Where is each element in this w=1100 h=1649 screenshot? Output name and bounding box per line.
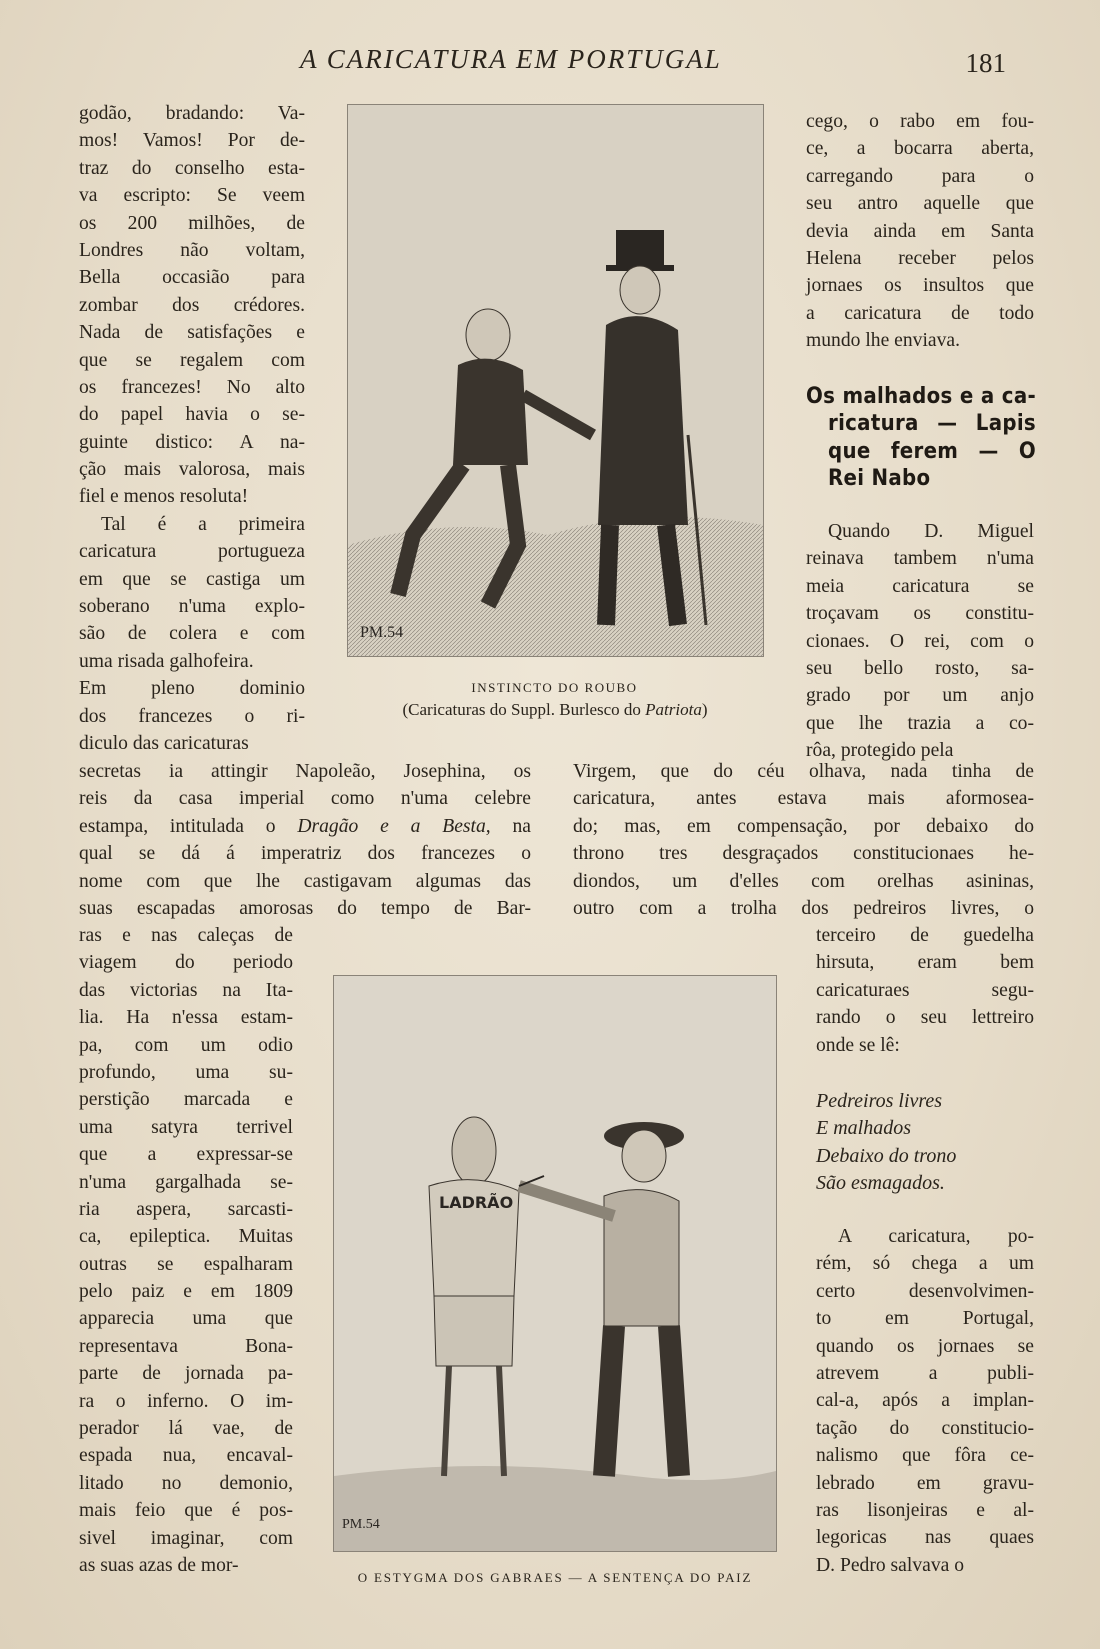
text-line: caricatura portugueza bbox=[79, 541, 305, 563]
caricature-drawing-2 bbox=[334, 976, 776, 1551]
text-line: D. Pedro salvava o bbox=[816, 1554, 965, 1576]
text-line: representava Bona- bbox=[79, 1335, 293, 1357]
text-line: Bella occasião para bbox=[79, 267, 305, 289]
text-line: uma satyra terrivel bbox=[79, 1116, 293, 1138]
text-line: rôa, protegido pela bbox=[806, 740, 954, 762]
text-line: meia caricatura se bbox=[806, 575, 1034, 597]
text-line: mais feio que é pos- bbox=[79, 1500, 293, 1522]
text-line: pa, com um odio bbox=[79, 1034, 293, 1056]
text-line: ras lisonjeiras e al- bbox=[816, 1499, 1034, 1521]
poem-line: Pedreiros livres bbox=[816, 1090, 943, 1112]
text-line: das victorias na Ita- bbox=[79, 979, 293, 1001]
text-line: to em Portugal, bbox=[816, 1308, 1034, 1330]
poem-line: E malhados bbox=[816, 1117, 911, 1140]
text-line: os 200 milhões, de bbox=[79, 212, 305, 234]
text-line: outro com a trolha dos pedreiros livres, o bbox=[573, 897, 1034, 919]
text-line: cionaes. O rei, com o bbox=[806, 630, 1034, 652]
text-line: que se regalem com bbox=[79, 349, 305, 371]
text-line: terceiro de guedelha bbox=[816, 925, 1034, 946]
text-line: carregando para o bbox=[806, 165, 1034, 187]
text-line: apparecia uma que bbox=[79, 1308, 293, 1330]
text-line: rém, só chega a um bbox=[816, 1253, 1034, 1275]
figure1-caption-source: (Caricaturas do Suppl. Burlesco do Patriota) bbox=[402, 700, 708, 719]
text-line: godão, bradando: Va- bbox=[79, 103, 305, 124]
text-line: Virgem, que do céu olhava, nada tinha de bbox=[573, 761, 1034, 782]
text-line: troçavam os constitu- bbox=[806, 603, 1034, 625]
text-line: secretas ia attingir Napoleão, Josephina, os bbox=[79, 761, 531, 782]
text-line: Nada de satisfações e bbox=[79, 322, 305, 344]
text-line: pelo paiz e em 1809 bbox=[79, 1281, 293, 1303]
text-line: traz do conselho esta- bbox=[79, 157, 305, 179]
text-line: seu antro aquelle que bbox=[806, 193, 1034, 215]
text-line: em que se castiga um bbox=[79, 568, 305, 590]
text-line: reinava tambem n'uma bbox=[806, 548, 1034, 570]
left-column-top bbox=[79, 100, 305, 757]
text-line: tação do constitucio- bbox=[816, 1417, 1034, 1439]
poem-line: Debaixo do trono bbox=[816, 1144, 957, 1167]
italic-title: Dragão e a Besta, bbox=[297, 815, 491, 837]
text-line: mos! Vamos! Por de- bbox=[79, 130, 305, 152]
text-line: dos francezes o ri- bbox=[79, 705, 305, 727]
text-line: são de colera e com bbox=[79, 623, 305, 645]
text-line: rando o seu lettreiro bbox=[816, 1007, 1034, 1029]
text-line: throno tres desgraçados constitucionaes he- bbox=[573, 843, 1034, 865]
text-line: Helena receber pelos bbox=[806, 247, 1034, 269]
text-line: profundo, uma su- bbox=[79, 1061, 293, 1083]
poem-line: São esmagados. bbox=[816, 1172, 945, 1195]
caricature-drawing-1 bbox=[348, 105, 763, 656]
text-line: perador lá vae, de bbox=[79, 1418, 293, 1440]
heading-line: ricatura — Lapis bbox=[828, 411, 1036, 437]
text-line: ção mais valorosa, mais bbox=[79, 459, 305, 481]
text-line: hirsuta, eram bem bbox=[816, 952, 1034, 974]
text-line: cego, o rabo em fou- bbox=[806, 111, 1034, 132]
page-number: 181 bbox=[965, 48, 1006, 78]
text-line: certo desenvolvimen- bbox=[816, 1280, 1034, 1302]
right-column-top bbox=[806, 108, 1034, 355]
text-line: espada nua, encaval- bbox=[79, 1445, 293, 1467]
text-line: guinte distico: A na- bbox=[79, 431, 305, 453]
text-line: legoricas nas quaes bbox=[816, 1527, 1034, 1549]
right-column-lower bbox=[816, 922, 1034, 1059]
running-header: A CARICATURA EM PORTUGAL bbox=[300, 44, 722, 74]
right-column-middle bbox=[806, 518, 1034, 765]
text-line: os francezes! No alto bbox=[79, 376, 305, 398]
text-line: va escripto: Se veem bbox=[79, 185, 305, 207]
text-line: mundo lhe enviava. bbox=[806, 330, 960, 352]
text-line: ra o inferno. O im- bbox=[79, 1390, 293, 1412]
section-heading bbox=[806, 383, 1036, 493]
text-line: que lhe trazia a co- bbox=[806, 712, 1034, 734]
text-line: diondos, um d'elles com orelhas asininas, bbox=[573, 870, 1034, 892]
text-line: perstição marcada e bbox=[79, 1089, 293, 1111]
text-line: ria aspera, sarcasti- bbox=[79, 1198, 293, 1220]
heading-line: Rei Nabo bbox=[828, 466, 931, 492]
heading-line: Os malhados e a ca- bbox=[806, 384, 1036, 409]
text-line: que a expressar-se bbox=[79, 1144, 293, 1166]
text-line: A caricatura, po- bbox=[838, 1226, 1034, 1247]
heading-line: que ferem — O bbox=[828, 438, 1036, 464]
text-line: Londres não voltam, bbox=[79, 239, 305, 261]
text-line: nome com que lhe castigavam algumas das bbox=[79, 870, 531, 892]
text-line: a caricatura de todo bbox=[806, 302, 1034, 324]
right-column-bottom bbox=[816, 1223, 1034, 1579]
text-line: soberano n'uma explo- bbox=[79, 596, 305, 618]
text-line: parte de jornada pa- bbox=[79, 1363, 293, 1385]
text-line: caricatura, antes estava mais aformosea- bbox=[573, 788, 1034, 810]
left-wide-block bbox=[79, 758, 531, 922]
text-line: quando os jornaes se bbox=[816, 1335, 1034, 1357]
text-line: Quando D. Miguel bbox=[828, 521, 1034, 542]
text-line: uma risada galhofeira. bbox=[79, 650, 254, 672]
text-line: caricaturaes segu- bbox=[816, 979, 1034, 1001]
text-line: Em pleno dominio bbox=[79, 678, 305, 700]
text-line: atrevem a publi- bbox=[816, 1362, 1034, 1384]
text-line: as suas azas de mor- bbox=[79, 1554, 239, 1576]
text-line: viagem do periodo bbox=[79, 952, 293, 974]
text-line: nalismo que fôra ce- bbox=[816, 1445, 1034, 1467]
text-line: ca, epileptica. Muitas bbox=[79, 1226, 293, 1248]
poem-verse bbox=[816, 1088, 956, 1198]
text-line: ce, a bocarra aberta, bbox=[806, 138, 1034, 160]
text-line: fiel e menos resoluta! bbox=[79, 486, 249, 508]
right-wide-block bbox=[573, 758, 1034, 922]
caricature-illustration-1 bbox=[347, 104, 764, 657]
text-line: devia ainda em Santa bbox=[806, 220, 1034, 242]
label-on-back: LADRÃO bbox=[439, 1193, 514, 1212]
artist-signature: PM.54 bbox=[360, 624, 404, 641]
text-line: sivel imaginar, com bbox=[79, 1527, 293, 1549]
left-column-bottom bbox=[79, 922, 293, 1579]
text-line: Tal é a primeira bbox=[101, 513, 305, 535]
text-line: do papel havia o se- bbox=[79, 404, 305, 426]
text-line: qual se dá á imperatriz dos francezes o bbox=[79, 843, 531, 865]
text-line: lia. Ha n'essa estam- bbox=[79, 1007, 293, 1029]
text-line: grado por um anjo bbox=[806, 685, 1034, 707]
text-line: zombar dos crédores. bbox=[79, 294, 305, 316]
text-line: estampa, intitulada o Dragão e a Besta, na bbox=[79, 815, 531, 837]
artist-signature: PM.54 bbox=[342, 1517, 380, 1532]
text-line: do; mas, em compensação, por debaixo do bbox=[573, 815, 1034, 837]
text-line: n'uma gargalhada se- bbox=[79, 1171, 293, 1193]
text-line: reis da casa imperial como n'uma celebre bbox=[79, 788, 531, 810]
text-line: cal-a, após a implan- bbox=[816, 1390, 1034, 1412]
text-line: diculo das caricaturas bbox=[79, 732, 249, 754]
text-line: lebrado em gravu- bbox=[816, 1472, 1034, 1494]
text-line: seu bello rosto, sa- bbox=[806, 657, 1034, 679]
text-line: suas escapadas amorosas do tempo de Bar- bbox=[79, 897, 531, 919]
text-line: outras se espalharam bbox=[79, 1253, 293, 1275]
text-line: litado no demonio, bbox=[79, 1472, 293, 1494]
caricature-illustration-2 bbox=[333, 975, 777, 1552]
text-line: onde se lê: bbox=[816, 1034, 900, 1056]
text-line: jornaes os insultos que bbox=[806, 275, 1034, 297]
text-line: ras e nas caleças de bbox=[79, 925, 293, 946]
figure2-caption: O ESTYGMA DOS GABRAES — A SENTENÇA DO PAIZ bbox=[357, 1570, 753, 1585]
figure1-caption-title: INSTINCTO DO ROUBO bbox=[471, 680, 638, 695]
